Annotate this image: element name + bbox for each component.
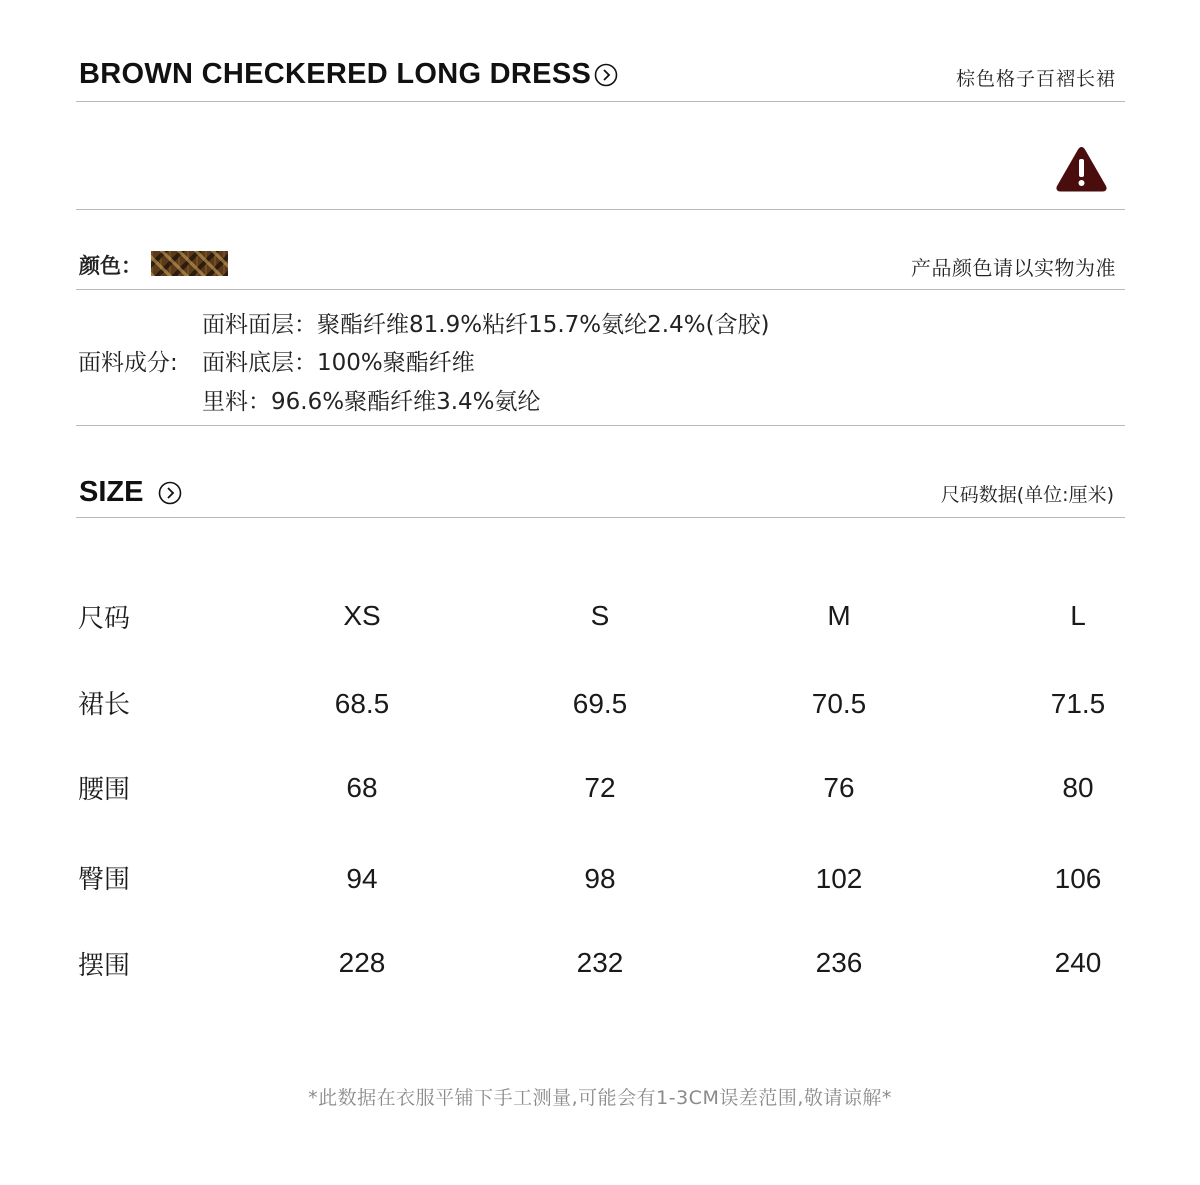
table-row-label: 臀围 [78,865,131,895]
divider [76,289,1125,290]
size-title [79,476,182,509]
size-title-text: SIZE [79,476,144,508]
table-cell: 72 [584,772,616,803]
table-row-label: 腰围 [78,775,131,805]
size-header-s: S [590,600,610,631]
unit-note: 尺码数据(单位:厘米) [940,484,1114,506]
fabric-line-outer: 面料面层：聚酯纤维81.9%粘纤15.7%氨纶2.4%(含胶) [202,312,770,338]
measurement-footnote: *此数据在衣服平铺下手工测量,可能会有1-3CM误差范围,敬请谅解* [308,1087,892,1109]
table-cell: 240 [1054,947,1102,978]
table-cell: 236 [815,947,863,978]
size-header-m: M [827,600,851,631]
size-header-label: 尺码 [78,604,131,634]
product-title [79,58,618,91]
table-cell: 94 [346,863,378,894]
table-row-label: 裙长 [78,690,131,720]
divider [76,425,1125,426]
fabric-line-inner: 面料底层：100%聚酯纤维 [202,350,475,376]
divider [76,101,1125,102]
table-cell: 76 [823,772,855,803]
circle-chevron-right-icon [594,63,618,87]
table-cell: 102 [815,863,863,894]
table-cell: 228 [338,947,386,978]
table-cell: 70.5 [811,688,867,719]
brown-plaid-swatch [151,251,228,276]
table-cell: 71.5 [1050,688,1106,719]
fabric-line-lining: 里料：96.6%聚酯纤维3.4%氨纶 [202,389,541,415]
warning-triangle-icon [1054,144,1109,194]
table-cell: 68.5 [334,688,390,719]
divider [76,517,1125,518]
circle-chevron-right-icon [158,481,182,505]
table-cell: 232 [576,947,624,978]
size-header-xs: XS [343,600,381,631]
color-note: 产品颜色请以实物为准 [911,256,1116,280]
color-label: 颜色： [79,254,142,278]
table-cell: 69.5 [572,688,628,719]
product-title-text: BROWN CHECKERED LONG DRESS [79,58,592,90]
size-header-l: L [1070,600,1086,631]
table-cell: 68 [346,772,378,803]
product-title-cn: 棕色格子百褶长裙 [955,68,1116,90]
table-cell: 106 [1054,863,1102,894]
fabric-label: 面料成分: [78,350,178,376]
table-row-label: 摆围 [78,951,131,981]
table-cell: 80 [1062,772,1094,803]
table-cell: 98 [584,863,616,894]
divider [76,209,1125,210]
